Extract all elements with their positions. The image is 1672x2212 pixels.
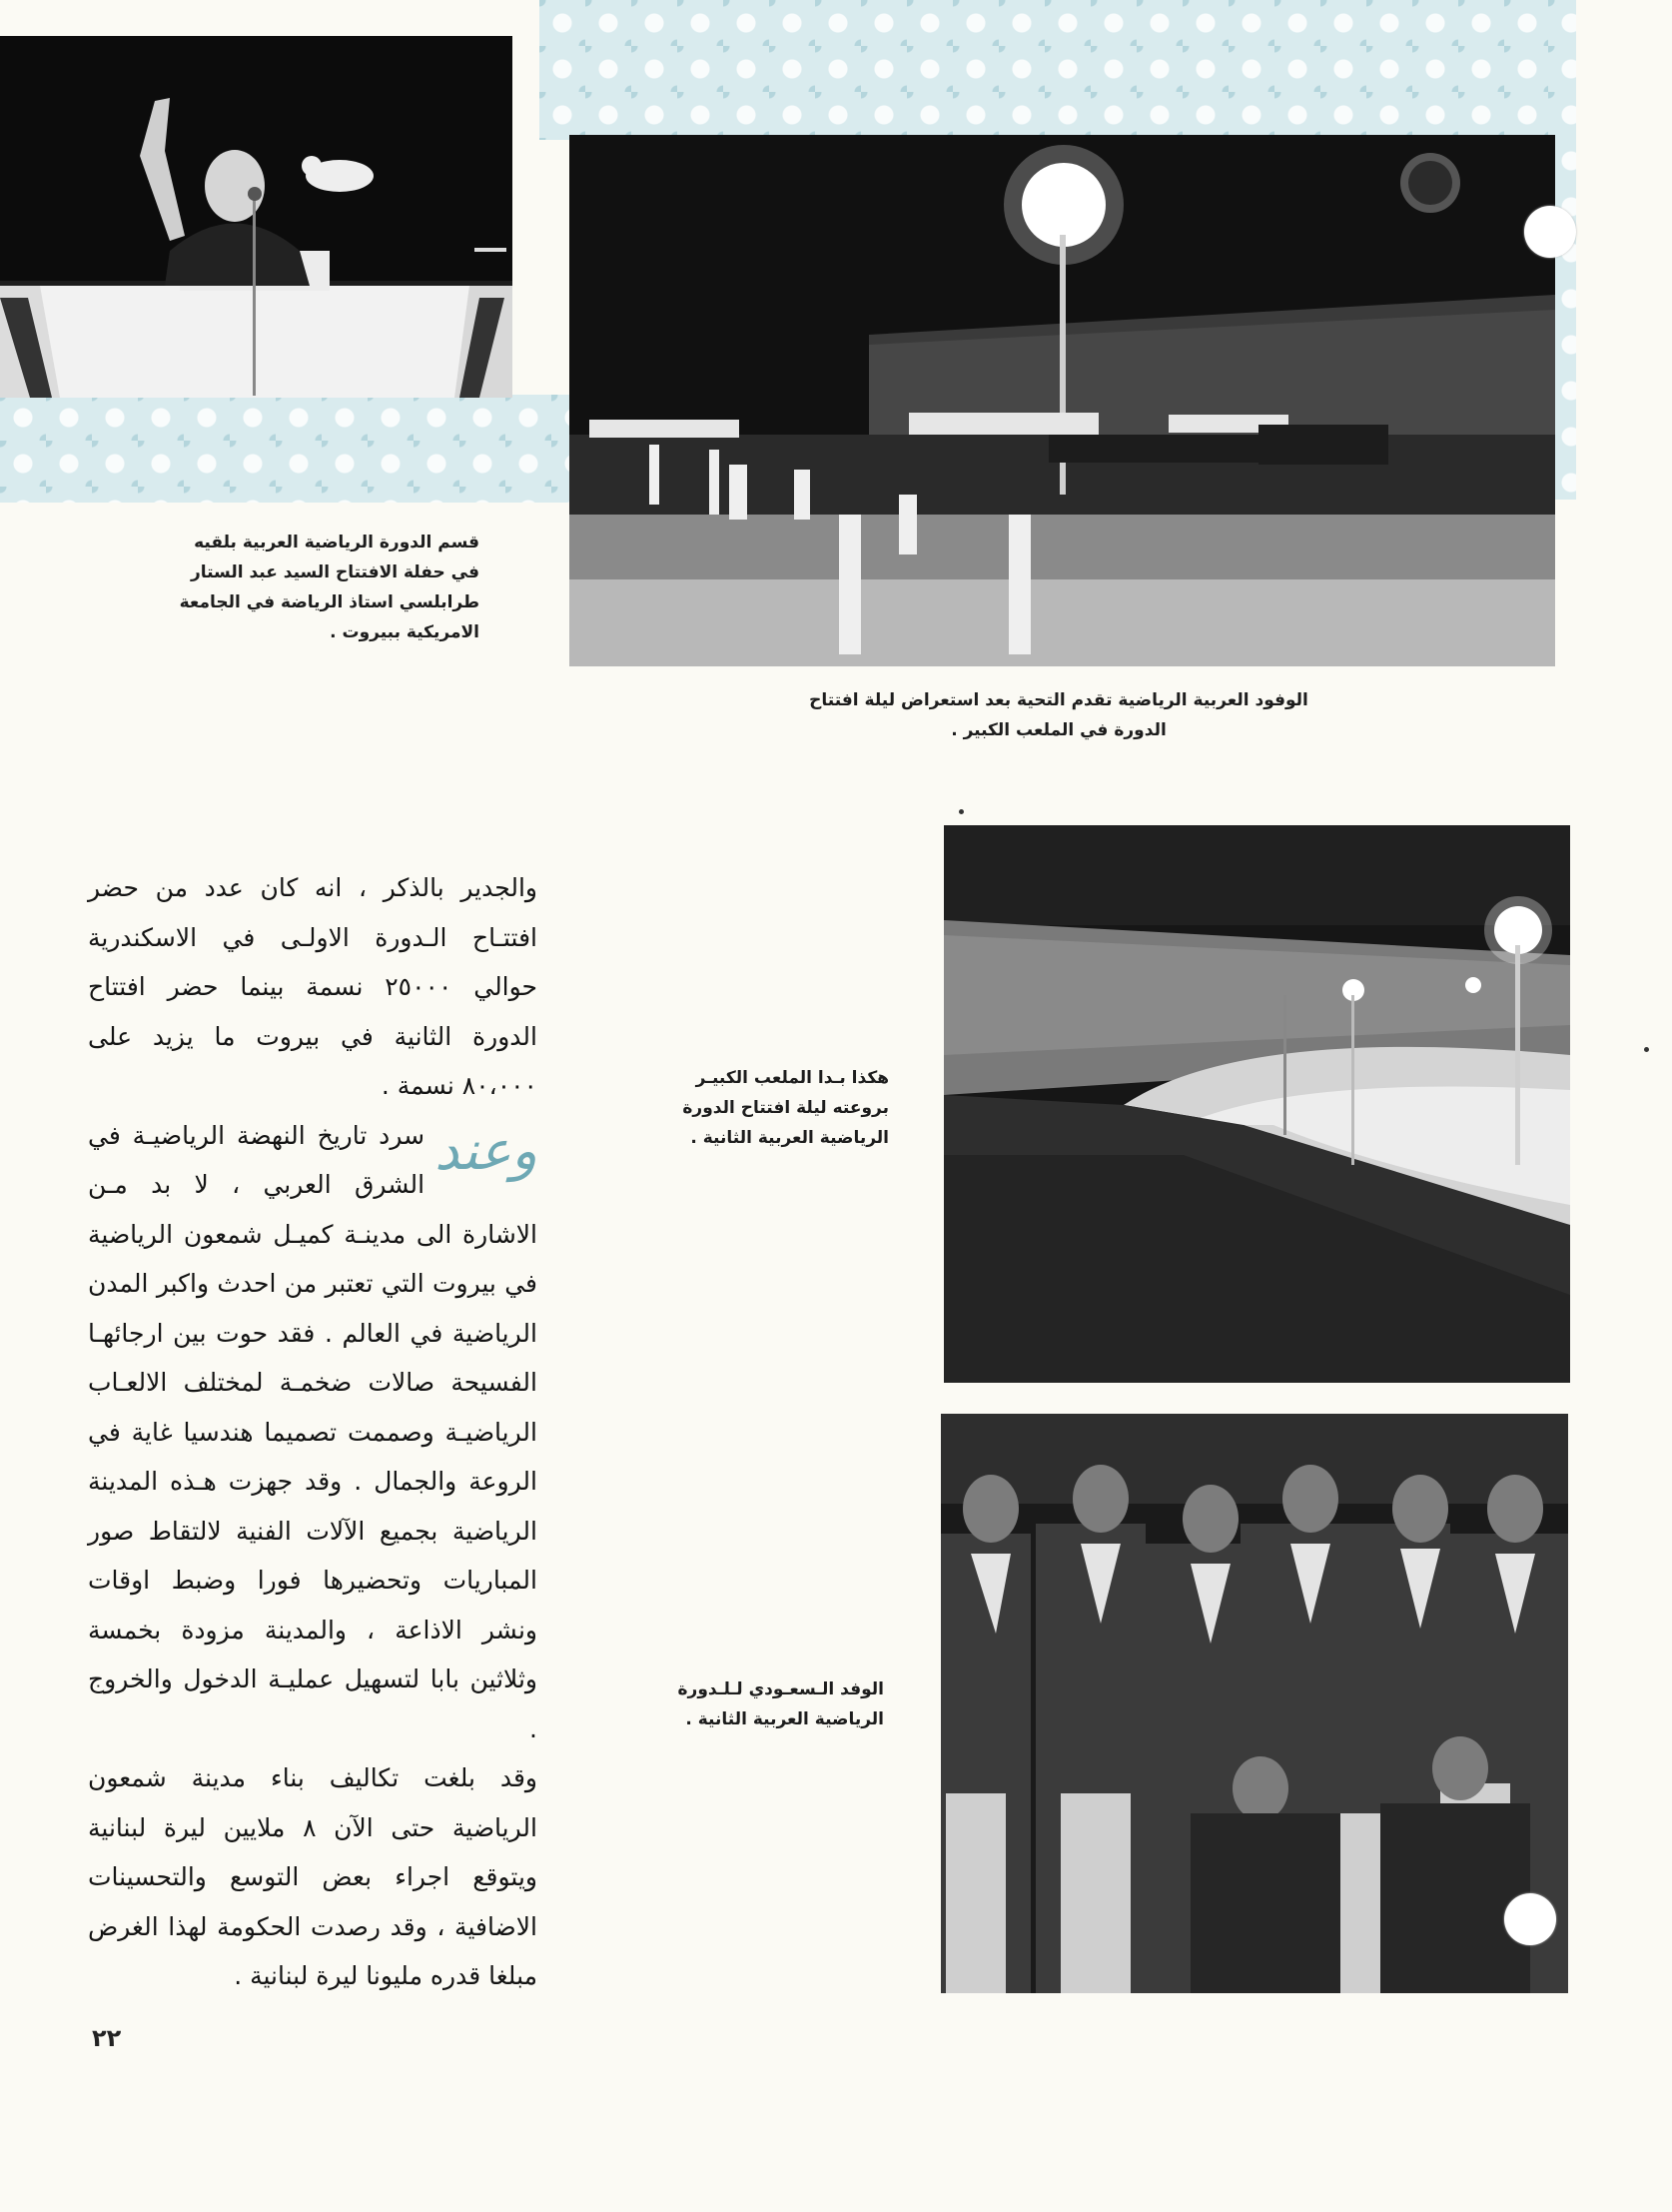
article-paragraph-3: وقد بلغت تكاليف بناء مدينة شمعون الرياضية حتى الآن ٨ ملايين ليرة لبنانية ويتوقع اجراء بعض التوسع والتحسينات الاضافية ، وقد رصدت الحكومة لهذا الغرض مبلغا قدره مليونا ليرة لبنانية . [88,1763,537,1990]
stadium-night-photo [944,825,1570,1383]
speck [959,809,964,814]
stadium-parade-photo [569,135,1555,666]
punch-hole-bottom [1504,1893,1556,1945]
punch-hole-top [1524,206,1576,258]
speaker-photo-caption: قسم الدورة الرياضية العربية بلقيه في حفلة الافتتاح السيد عبد الستار طرابلسي استاذ الرياضة في الجامعة الامريكية ببيروت . [179,533,479,642]
decorative-pattern-left [0,395,569,503]
speaker-photo [0,36,512,398]
saudi-team-photo [941,1414,1568,1993]
article-paragraph-1: والجدير بالذكر ، انه كان عدد من حضر افتتـاح الـدورة الاولـى في الاسكندرية حوالي ٢٥٠٠٠ نسمة بينما حضر افتتاح الدورة الثانية في بيروت ما يزيد على ٨٠،٠٠٠ نسمة . [88,873,537,1100]
article-paragraph-2: وعند سرد تاريخ النهضة الرياضيـة في الشرق العربي ، لا بد مـن الاشارة الى مدينـة كميـل شمعون الرياضية في بيروت التي تعتبر من احدث واكبر المدن الرياضية في العالم . فقد حوت بين ارجائهـا الفسيحة صالات ضخمـة لمختلف الالعـاب الرياضيـة وصممت تصميما هندسيا غاية في الروعة والجمال . وقد جهزت هـذه المدينة الرياضية بجميع الآلات الفنية لالتقاط صور المباريات وتحضيرها فورا وضبط اوقات ونشر الاذاعة ، والمدينة مزودة بخمسة وثلاثين بابا لتسهيل عمليـة الدخول والخروج . [88,1118,537,1743]
decorative-pattern-top [539,0,1572,140]
stadium-night-caption: هكذا بـدا الملعب الكبيـر بروعته ليلة افتتاح الدورة الرياضية العربية الثانية . [682,1068,889,1148]
page-number: ٢٢ [92,2024,122,2052]
drop-cap: وعند [434,1118,537,1182]
saudi-team-caption: الوفد الـسعـودي لـلـدورة الرياضية العربية الثانية . [677,1679,884,1729]
stadium-parade-caption: الوفود العربية الرياضية تقدم التحية بعد استعراض ليلة افتتاح الدورة في الملعب الكبير . [809,690,1308,740]
speck [1644,1047,1649,1052]
article-body [88,863,537,2001]
